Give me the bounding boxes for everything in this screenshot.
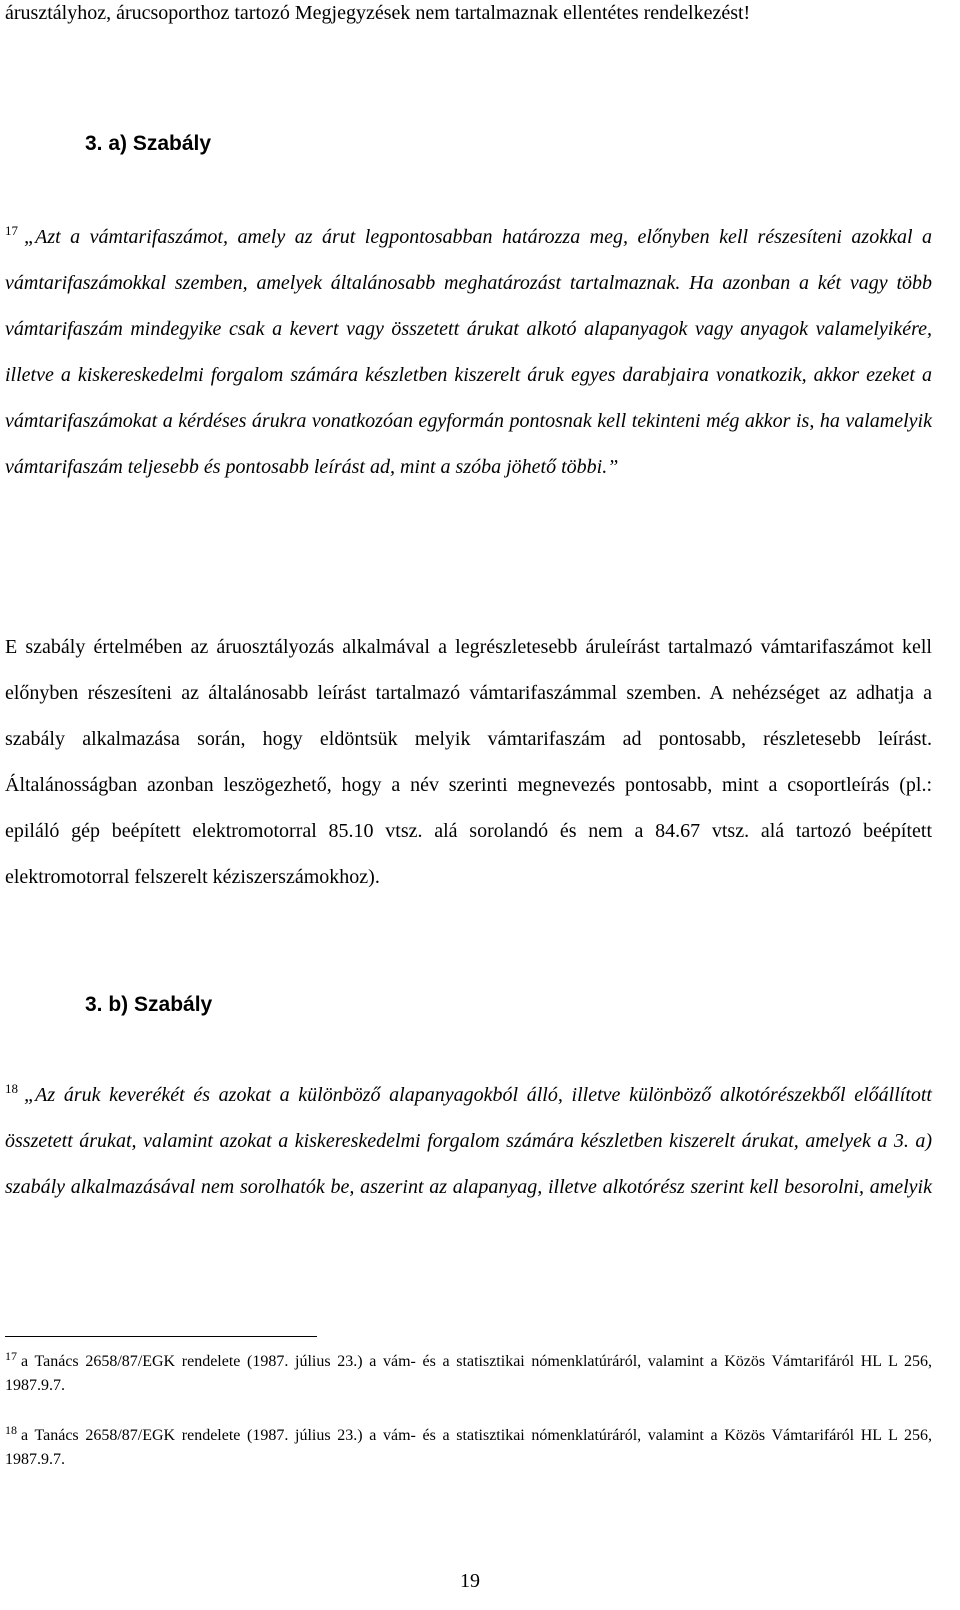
rule-3a-heading: 3. a) Szabály — [85, 132, 212, 155]
footnote-17 — [5, 1350, 932, 1398]
rule-3a-explanation: E szabály értelmében az áruosztályozás alkalmával a legrészletesebb áruleírást tartalmazó vámtarifaszámot kell előnyben részesíteni az általánosabb leírást tartalmazó vámtarifaszámmal szemben. A nehézséget az adhatja a szabály alkalmazása során, hogy eldöntsük melyik vámtarifaszám ad pontosabb, részletesebb leírást. Általánosságban azonban leszögezhető, hogy a név szerinti megnevezés pontosabb, mint a csoportleírás (pl.: epiláló gép beépített elektromotorral 85.10 vtsz. alá sorolandó és nem a 84.67 vtsz. alá tartozó beépített elektromotorral felszerelt kéziszerszámokhoz). — [5, 636, 932, 888]
footnote-number: 17 — [5, 1348, 17, 1363]
footnote-ref-18: 18 — [5, 1081, 18, 1097]
footnote-text: a Tanács 2658/87/EGK rendelete (1987. július 23.) a vám- és a statisztikai nómenklatúráról, valamint a Közös Vámtarifáról HL L 256, 1987.9.7. — [5, 1353, 932, 1394]
footnote-ref-17: 17 — [5, 223, 18, 239]
page-number: 19 — [460, 1570, 480, 1592]
footnote-number: 18 — [5, 1422, 17, 1437]
footnote-separator — [5, 1336, 317, 1337]
footnote-18 — [5, 1424, 932, 1472]
rule-3b-quote — [5, 1072, 932, 1210]
rule-3a-quote-text: „Azt a vámtarifaszámot, amely az árut legpontosabban határozza meg, előnyben kell részesíteni azokkal a vámtarifaszámokkal szemben, amelyek általánosabb meghatározást tartalmaznak. Ha azonban a két vagy több vámtarifaszám mindegyike csak a kevert vagy összetett árukat alkotó alapanyagok vagy anyagok valamelyikére, illetve a kiskereskedelmi forgalom számára készletben kiszerelt áruk egyes darabjaira vonatkozik, akkor ezeket a vámtarifaszámokat a kérdéses árukra vonatkozóan egyformán pontosnak kell tekinteni még akkor is, ha valamelyik vámtarifaszám teljesebb és pontosabb leírást ad, mint a szóba jöhető többi.” — [5, 226, 932, 478]
rule-3b-heading: 3. b) Szabály — [85, 993, 213, 1016]
rule-3b-quote-text: „Az áruk keverékét és azokat a különböző alapanyagokból álló, illetve különböző alkotórészekből előállított összetett árukat, valamint azokat a kiskereskedelmi forgalom számára készletben kiszerelt árukat, amelyek a 3. a) szabály alkalmazásával nem sorolhatók be, aszerint az alapanyag, illetve alkotórész szerint kell besorolni, amelyik — [5, 1084, 932, 1198]
footnote-text: a Tanács 2658/87/EGK rendelete (1987. július 23.) a vám- és a statisztikai nómenklatúráról, valamint a Közös Vámtarifáról HL L 256, 1987.9.7. — [5, 1427, 932, 1468]
rule-3a-quote — [5, 214, 932, 490]
intro-paragraph: árusztályhoz, árucsoporthoz tartozó Megjegyzések nem tartalmaznak ellentétes rendelkezést! — [5, 2, 751, 24]
